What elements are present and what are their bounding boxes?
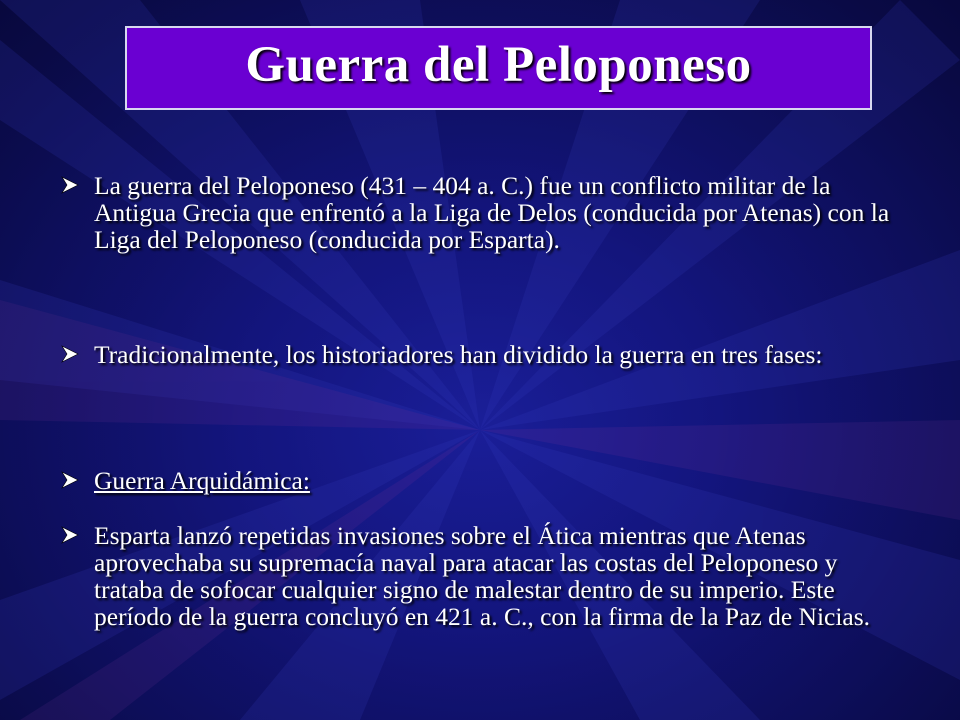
bullet-item <box>60 467 910 494</box>
arrowhead-bullet-icon <box>60 525 94 545</box>
bullet-item <box>60 341 910 368</box>
slide-title: Guerra del Peloponeso <box>245 37 752 93</box>
title-box <box>125 26 872 110</box>
arrowhead-bullet-icon <box>60 344 94 364</box>
section-heading: Guerra Arquidámica: <box>94 466 310 495</box>
arrowhead-bullet-icon <box>60 470 94 490</box>
arrowhead-bullet-icon <box>60 175 94 195</box>
bullet-item <box>60 172 910 253</box>
bullet-text: Esparta lanzó repetidas invasiones sobre el Ática mientras que Atenas aprovechaba su supremacía naval para atacar las costas del Peloponeso y trataba de sofocar cualquier signo de malestar dentro de su imperio. Este período de la guerra concluyó en 421 a. C., con la firma de la Paz de Nicias. <box>94 521 871 631</box>
bullet-item <box>60 522 910 630</box>
bullet-text: Tradicionalmente, los historiadores han dividido la guerra en tres fases: <box>94 340 823 369</box>
bullet-text: La guerra del Peloponeso (431 – 404 a. C.) fue un conflicto militar de la Antigua Grecia que enfrentó a la Liga de Delos (conducida por Atenas) con la Liga del Peloponeso (conducida por Esparta). <box>94 171 890 254</box>
